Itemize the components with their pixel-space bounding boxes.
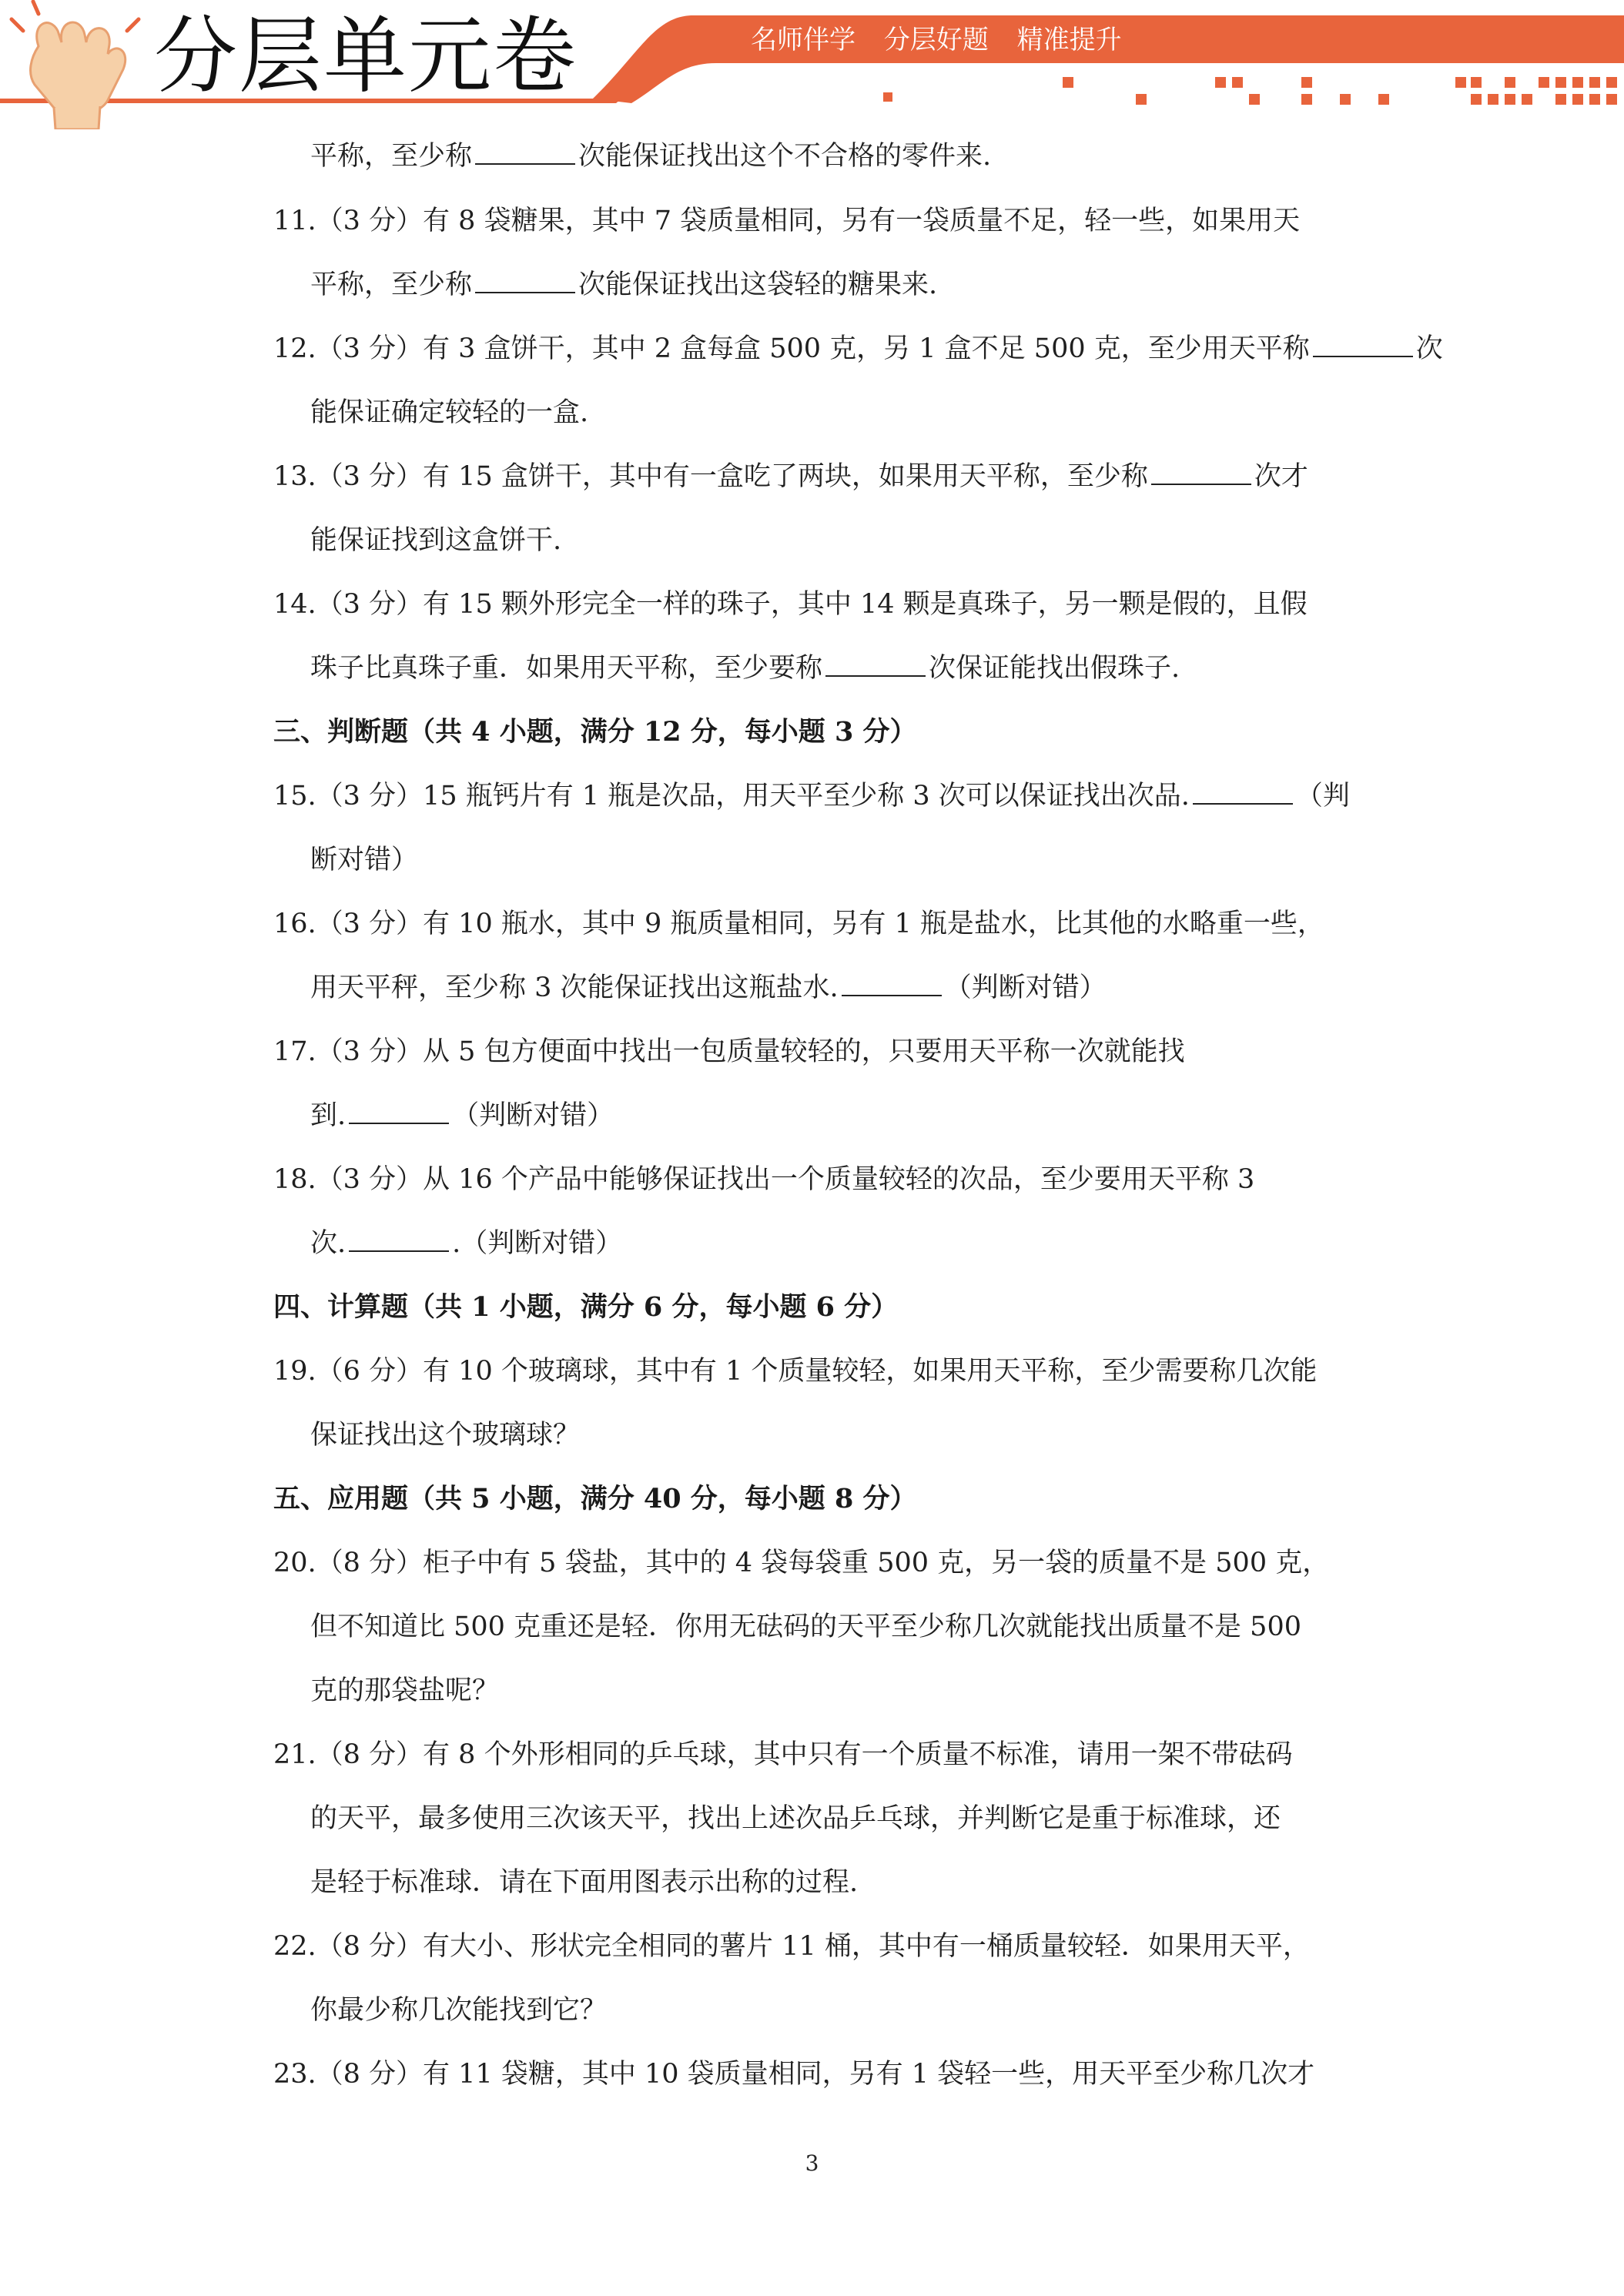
answer-blank [825,652,926,677]
answer-blank [1313,333,1413,357]
question-15 [273,777,1350,815]
text: .（判断对错） [452,1228,623,1259]
text: （判 [1295,781,1350,812]
text: 次能保证找出这个不合格的零件来. [578,141,992,172]
question-11: 11.（3 分）有 8 袋糖果，其中 7 袋质量相同，另有一袋质量不足，轻一些，如果用天 [273,206,1301,236]
section-title-calculation: 四、计算题（共 1 小题，满分 6 分，每小题 6 分） [273,1291,899,1323]
question-18: 18.（3 分）从 16 个产品中能够保证找出一个质量较轻的次品，至少要用天平称 3 [273,1164,1255,1195]
question-21: 21.（8 分）有 8 个外形相同的乒乓球，其中只有一个质量不标准，请用一架不带砝码 [273,1739,1293,1770]
question-14: 14.（3 分）有 15 颗外形完全一样的珠子，其中 14 颗是真珠子，另一颗是假的，且假 [273,589,1308,620]
text: 次才 [1254,461,1308,492]
text: 次能保证找出这袋轻的糖果来. [578,269,938,300]
text: 用天平秤，至少称 3 次能保证找出这瓶盐水. [310,972,839,1003]
brand-title: 分层单元卷 [154,8,578,105]
question-21-line-2: 的天平，最多使用三次该天平，找出上述次品乒乓球，并判断它是重于标准球，还 [310,1803,1281,1834]
question-11-line-2 [310,266,937,304]
text: （判断对错） [944,972,1107,1003]
answer-blank [1151,460,1251,485]
text: 平称，至少称 [310,141,473,172]
question-13 [273,457,1308,496]
text: 到. [310,1100,347,1131]
question-12-line-2: 能保证确定较轻的一盒. [310,397,589,428]
section-title-application: 五、应用题（共 5 小题，满分 40 分，每小题 8 分） [273,1483,917,1514]
header-slogan: 名师伴学 分层好题 精准提升 [751,25,1122,55]
question-12 [273,330,1443,368]
text: 次 [1415,333,1443,364]
text: 12.（3 分）有 3 盒饼干，其中 2 盒每盒 500 克，另 1 盒不足 500 克，至少用天平称 [273,333,1310,364]
text: （判断对错） [452,1100,614,1131]
question-13-line-2: 能保证找到这盒饼干. [310,525,562,556]
question-15-line-2: 断对错） [310,845,419,875]
text: 珠子比真珠子重．如果用天平称，至少要称 [310,653,823,684]
answer-blank [349,1099,449,1124]
text: 13.（3 分）有 15 盒饼干，其中有一盒吃了两块，如果用天平称，至少称 [273,461,1148,492]
question-21-line-3: 是轻于标准球．请在下面用图表示出称的过程. [310,1867,859,1898]
question-18-line-2 [310,1224,622,1263]
question-20-line-2: 但不知道比 500 克重还是轻．你用无砝码的天平至少称几次就能找出质量不是 500 [310,1612,1301,1642]
answer-blank [1193,780,1293,805]
answer-blank [842,972,942,996]
text: 平称，至少称 [310,269,473,300]
answer-blank [475,269,575,293]
text: 次保证能找出假珠子. [929,653,1180,684]
question-16-line-2 [310,969,1107,1007]
question-20: 20.（8 分）柜子中有 5 袋盐，其中的 4 袋每袋重 500 克，另一袋的质量不是 500 克， [273,1548,1330,1578]
question-14-line-2 [310,649,1180,688]
question-17: 17.（3 分）从 5 包方便面中找出一包质量较轻的，只要用天平称一次就能找 [273,1036,1185,1067]
question-22-line-2: 你最少称几次能找到它？ [310,1995,608,2026]
question-22: 22.（8 分）有大小、形状完全相同的薯片 11 桶，其中有一桶质量较轻．如果用天平， [273,1931,1310,1962]
text: 15.（3 分）15 瓶钙片有 1 瓶是次品，用天平至少称 3 次可以保证找出次品. [273,781,1190,812]
question-19: 19.（6 分）有 10 个玻璃球，其中有 1 个质量较轻，如果用天平称，至少需要称几次能 [273,1356,1318,1387]
question-20-line-3: 克的那袋盐呢？ [310,1675,500,1706]
answer-blank [475,140,575,165]
question-16: 16.（3 分）有 10 瓶水，其中 9 瓶质量相同，另有 1 瓶是盐水，比其他的水略重一些， [273,909,1324,939]
text: 次. [310,1228,347,1259]
page-number: 3 [805,2150,819,2176]
section-title-judgement: 三、判断题（共 4 小题，满分 12 分，每小题 3 分） [273,716,917,748]
question-17-line-2 [310,1096,614,1135]
question-23: 23.（8 分）有 11 袋糖，其中 10 袋质量相同，另有 1 袋轻一些，用天平至少称几次才 [273,2059,1315,2090]
question-10-continuation [310,137,991,176]
answer-blank [349,1227,449,1252]
question-19-line-2: 保证找出这个玻璃球？ [310,1420,581,1451]
